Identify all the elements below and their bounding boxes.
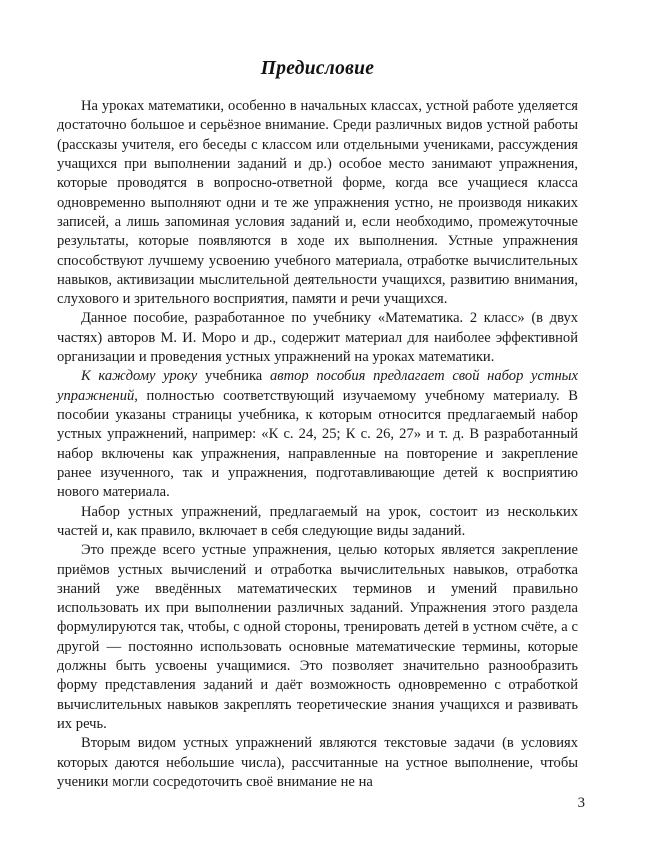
paragraph-3 xyxy=(57,367,578,502)
page-number: 3 xyxy=(577,795,585,811)
paragraph-1: На уроках математики, особенно в начальных классах, устной работе уделяется достаточно большое и серьёзное внимание. Среди различных видов устной работы (рассказы учителя, его беседы с классом или отдельными учениками, рассуждения учащихся при выполнении заданий и др.) особое место занимают упражнения, которые проводятся в вопросно-ответной форме, когда все учащиеся класса одновременно выполняют одни и те же упражнения устно, не производя никаких записей, а лишь запоминая условия заданий и, если необходимо, промежуточные результаты, которые появляются в ходе их выполнения. Устные упражнения способствуют лучшему усвоению учебного материала, отработке вычислительных навыков, активизации мыслительной деятельности учащихся, развитию внимания, слухового и зрительного восприятия, памяти и речи учащихся. xyxy=(57,98,578,308)
paragraph-5: Это прежде всего устные упражнения, целью которых является закрепление приёмов устных вычислений и отработка вычислительных навыков, отработка знаний уже введённых математических терминов и умений правильно использовать их при выполнении различных заданий. Упражнения этого раздела формулируются так, чтобы, с одной стороны, тренировать детей в устном счёте, а с другой — постоянно использовать основные математические термины, которые должны быть усвоены учащимися. Это позволяет значительно разнообразить форму представления заданий и даёт возможность одновременно с отработкой вычислительных навыков закреплять теоретические знания учащихся и развивать их речь. xyxy=(57,542,578,732)
paragraph-4: Набор устных упражнений, предлагаемый на урок, состоит из нескольких частей и, как правило, включает в себя следующие виды заданий. xyxy=(57,503,578,539)
paragraph-3-italic-lead: К каждому уроку xyxy=(81,368,198,385)
paragraph-2: Данное пособие, разработанное по учебнику «Математика. 2 класс» (в двух частях) авторов М. И. Моро и др., содержит материал для наиболее эффективной организации и проведения устных упражнений на уроках математики. xyxy=(57,310,578,366)
page-title: Предисловие xyxy=(260,58,375,79)
paragraph-3-plain-1: учебника xyxy=(197,368,270,385)
paragraph-6: Вторым видом устных упражнений являются текстовые задачи (в условиях которых даются небольшие числа), рассчитанные на устное выполнение, чтобы ученики могли сосредоточить своё внимание не на xyxy=(57,735,578,790)
paragraph-3-plain-2: , полностью соответствующий изучаемому учебному материалу. В пособии указаны страницы учебника, к которым относится предлагаемый набор устных упражнений, например: «К с. 24, 25; К с. 26, 27» и т. д. В разработанный набор включены как упражнения, направленные на повторение и закрепление ранее изученного, так и упражнения, подготавливающие детей к восприятию нового материала. xyxy=(57,387,578,501)
body-text-column xyxy=(57,97,578,792)
paragraph-3-italic-mid: автор пособия предлагает свой набор устных упражнений xyxy=(57,368,578,404)
